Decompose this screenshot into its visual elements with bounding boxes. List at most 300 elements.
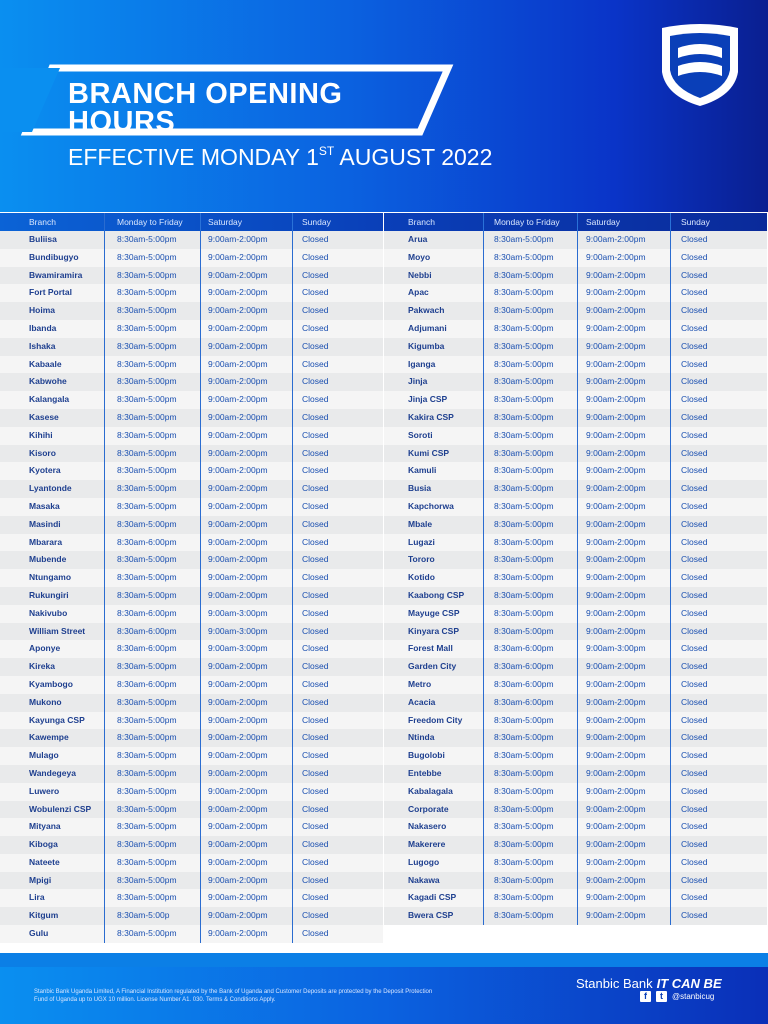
- saturday-hours: 9:00am-2:00pm: [578, 338, 671, 356]
- table-row: [0, 694, 383, 712]
- branch-name: Kiboga: [0, 836, 105, 854]
- weekday-hours: 8:30am-5:00pm: [105, 302, 201, 320]
- saturday-hours: 9:00am-2:00pm: [201, 480, 293, 498]
- sunday-hours: Closed: [302, 839, 329, 850]
- branch-name: Bugolobi: [384, 747, 484, 765]
- branch-name: Kasese: [0, 409, 105, 427]
- branch-name: Arua: [384, 231, 484, 249]
- weekday-hours: 8:30am-5:00pm: [484, 427, 578, 445]
- table-row: [384, 284, 767, 302]
- sunday-hours: Closed: [681, 678, 708, 689]
- branch-name: Hoima: [0, 302, 105, 320]
- col-header-saturday: Saturday: [578, 213, 671, 231]
- sunday-hours: Closed: [681, 732, 708, 743]
- saturday-hours: 9:00am-2:00pm: [201, 462, 293, 480]
- col-header-branch: Branch: [384, 213, 484, 231]
- saturday-hours: 9:00am-2:00pm: [201, 854, 293, 872]
- branch-name: Masaka: [0, 498, 105, 516]
- title-line-1: BRANCH OPENING: [68, 78, 343, 110]
- branch-name: Kyotera: [0, 462, 105, 480]
- table-header-left: [0, 213, 383, 231]
- sunday-hours: Closed: [302, 732, 329, 743]
- weekday-hours: 8:30am-5:00pm: [105, 658, 201, 676]
- sunday-hours: Closed: [302, 572, 329, 583]
- branch-name: Kinyara CSP: [384, 623, 484, 641]
- table-row: [384, 338, 767, 356]
- sunday-hours: Closed: [302, 500, 329, 511]
- branch-name: Nebbi: [384, 267, 484, 285]
- sunday-hours: Closed: [302, 821, 329, 832]
- table-row: [384, 231, 767, 249]
- saturday-hours: 9:00am-2:00pm: [578, 712, 671, 730]
- sunday-hours: Closed: [681, 251, 708, 262]
- branch-name: Mbale: [384, 516, 484, 534]
- weekday-hours: 8:30am-5:00pm: [105, 409, 201, 427]
- branch-name: William Street: [0, 623, 105, 641]
- branch-name: Kalangala: [0, 391, 105, 409]
- saturday-hours: 9:00am-2:00pm: [578, 445, 671, 463]
- saturday-hours: 9:00am-2:00pm: [578, 801, 671, 819]
- sunday-hours: Closed: [681, 536, 708, 547]
- sunday-hours: Closed: [681, 394, 708, 405]
- table-row: [0, 889, 383, 907]
- sunday-hours: Closed: [681, 750, 708, 761]
- table-row: [384, 801, 767, 819]
- sunday-hours: Closed: [302, 340, 329, 351]
- weekday-hours: 8:30am-5:00pm: [484, 356, 578, 374]
- table-row: [384, 462, 767, 480]
- weekday-hours: 8:30am-6:00pm: [105, 640, 201, 658]
- branch-name: Jinja CSP: [384, 391, 484, 409]
- branch-name: Garden City: [384, 658, 484, 676]
- sunday-hours: Closed: [681, 803, 708, 814]
- table-row: [384, 445, 767, 463]
- sunday-hours: Closed: [681, 910, 708, 921]
- sunday-hours: Closed: [681, 411, 708, 422]
- saturday-hours: 9:00am-2:00pm: [201, 712, 293, 730]
- sunday-hours: Closed: [681, 643, 708, 654]
- weekday-hours: 8:30am-5:00pm: [105, 498, 201, 516]
- weekday-hours: 8:30am-5:00pm: [484, 765, 578, 783]
- branch-name: Lira: [0, 889, 105, 907]
- table-row: [0, 480, 383, 498]
- sunday-hours: Closed: [681, 340, 708, 351]
- table-row: [0, 765, 383, 783]
- table-row: [384, 427, 767, 445]
- sunday-hours: Closed: [302, 607, 329, 618]
- brand-name: Stanbic Bank: [576, 976, 653, 991]
- table-row: [0, 267, 383, 285]
- weekday-hours: 8:30am-5:00pm: [484, 231, 578, 249]
- sunday-hours: Closed: [302, 661, 329, 672]
- sunday-hours: Closed: [302, 518, 329, 529]
- weekday-hours: 8:30am-5:00pm: [484, 712, 578, 730]
- hours-table: [0, 213, 768, 945]
- saturday-hours: 9:00am-2:00pm: [201, 907, 293, 925]
- table-row: [0, 445, 383, 463]
- branch-name: Bwamiramira: [0, 267, 105, 285]
- branch-name: Kapchorwa: [384, 498, 484, 516]
- sunday-hours: Closed: [302, 767, 329, 778]
- branch-name: Kitgum: [0, 907, 105, 925]
- weekday-hours: 8:30am-5:00pm: [105, 854, 201, 872]
- table-row: [384, 267, 767, 285]
- weekday-hours: 8:30am-5:00pm: [105, 587, 201, 605]
- saturday-hours: 9:00am-3:00pm: [201, 605, 293, 623]
- branch-name: Moyo: [384, 249, 484, 267]
- branch-name: Jinja: [384, 373, 484, 391]
- table-row: [384, 534, 767, 552]
- weekday-hours: 8:30am-5:00pm: [105, 836, 201, 854]
- weekday-hours: 8:30am-5:00pm: [105, 872, 201, 890]
- branch-name: Nakawa: [384, 872, 484, 890]
- table-row: [0, 854, 383, 872]
- saturday-hours: 9:00am-2:00pm: [201, 889, 293, 907]
- weekday-hours: 8:30am-5:00pm: [484, 284, 578, 302]
- sunday-hours: Closed: [302, 874, 329, 885]
- sunday-hours: Closed: [681, 554, 708, 565]
- table-row: [384, 480, 767, 498]
- saturday-hours: 9:00am-2:00pm: [578, 783, 671, 801]
- brand-tagline: IT CAN BE: [656, 976, 722, 991]
- table-row: [384, 498, 767, 516]
- branch-name: Kabalagala: [384, 783, 484, 801]
- table-row: [384, 373, 767, 391]
- weekday-hours: 8:30am-5:00pm: [484, 889, 578, 907]
- weekday-hours: 8:30am-5:00pm: [484, 907, 578, 925]
- branch-name: Kumi CSP: [384, 445, 484, 463]
- table-row: [0, 551, 383, 569]
- table-row: [0, 320, 383, 338]
- sunday-hours: Closed: [302, 892, 329, 903]
- weekday-hours: 8:30am-6:00pm: [484, 640, 578, 658]
- sunday-hours: Closed: [681, 429, 708, 440]
- saturday-hours: 9:00am-2:00pm: [578, 836, 671, 854]
- weekday-hours: 8:30am-5:00pm: [105, 729, 201, 747]
- weekday-hours: 8:30am-5:00pm: [484, 605, 578, 623]
- table-row: [384, 889, 767, 907]
- weekday-hours: 8:30am-5:00pm: [484, 462, 578, 480]
- branch-name: Wandegeya: [0, 765, 105, 783]
- saturday-hours: 9:00am-2:00pm: [578, 427, 671, 445]
- col-header-sunday: Sunday: [302, 217, 331, 227]
- table-row: [0, 409, 383, 427]
- branch-name: Ibanda: [0, 320, 105, 338]
- weekday-hours: 8:30am-5:00pm: [484, 569, 578, 587]
- sunday-hours: Closed: [681, 287, 708, 298]
- sunday-hours: Closed: [302, 269, 329, 280]
- branch-name: Freedom City: [384, 712, 484, 730]
- sunday-hours: Closed: [681, 305, 708, 316]
- branch-name: Rukungiri: [0, 587, 105, 605]
- weekday-hours: 8:30am-5:00pm: [484, 516, 578, 534]
- table-row: [0, 356, 383, 374]
- branch-name: Forest Mall: [384, 640, 484, 658]
- weekday-hours: 8:30am-6:00pm: [105, 605, 201, 623]
- weekday-hours: 8:30am-5:00pm: [105, 694, 201, 712]
- sunday-hours: Closed: [302, 625, 329, 636]
- weekday-hours: 8:30am-5:00pm: [105, 320, 201, 338]
- weekday-hours: 8:30am-5:00pm: [484, 729, 578, 747]
- saturday-hours: 9:00am-2:00pm: [201, 925, 293, 943]
- weekday-hours: 8:30am-5:00pm: [484, 801, 578, 819]
- table-row: [384, 587, 767, 605]
- branch-name: Kaabong CSP: [384, 587, 484, 605]
- branch-name: Kabwohe: [0, 373, 105, 391]
- branch-name: Kyambogo: [0, 676, 105, 694]
- branch-name: Fort Portal: [0, 284, 105, 302]
- weekday-hours: 8:30am-5:00pm: [484, 872, 578, 890]
- branch-name: Kihihi: [0, 427, 105, 445]
- footer-stripe: [0, 953, 768, 967]
- weekday-hours: 8:30am-5:00pm: [105, 925, 201, 943]
- saturday-hours: 9:00am-2:00pm: [578, 854, 671, 872]
- stanbic-logo-icon: [654, 22, 746, 108]
- saturday-hours: 9:00am-2:00pm: [578, 284, 671, 302]
- weekday-hours: 8:30am-5:00pm: [105, 747, 201, 765]
- weekday-hours: 8:30am-5:00pm: [105, 284, 201, 302]
- table-row: [0, 391, 383, 409]
- branch-name: Soroti: [384, 427, 484, 445]
- branch-name: Wobulenzi CSP: [0, 801, 105, 819]
- table-row: [384, 658, 767, 676]
- col-header-weekday: Monday to Friday: [484, 213, 578, 231]
- weekday-hours: 8:30am-6:00pm: [105, 623, 201, 641]
- branch-name: Mulago: [0, 747, 105, 765]
- branch-name: Pakwach: [384, 302, 484, 320]
- weekday-hours: 8:30am-5:00pm: [484, 249, 578, 267]
- page-title: [68, 80, 428, 136]
- saturday-hours: 9:00am-2:00pm: [578, 747, 671, 765]
- sunday-hours: Closed: [681, 785, 708, 796]
- table-row: [384, 676, 767, 694]
- saturday-hours: 9:00am-2:00pm: [578, 623, 671, 641]
- branch-name: Ishaka: [0, 338, 105, 356]
- saturday-hours: 9:00am-2:00pm: [201, 320, 293, 338]
- table-row: [384, 391, 767, 409]
- sunday-hours: Closed: [681, 447, 708, 458]
- saturday-hours: 9:00am-2:00pm: [201, 409, 293, 427]
- table-row: [384, 783, 767, 801]
- saturday-hours: 9:00am-2:00pm: [201, 587, 293, 605]
- sunday-hours: Closed: [302, 643, 329, 654]
- saturday-hours: 9:00am-2:00pm: [578, 694, 671, 712]
- branch-name: Lyantonde: [0, 480, 105, 498]
- saturday-hours: 9:00am-2:00pm: [578, 302, 671, 320]
- branch-name: Mpigi: [0, 872, 105, 890]
- table-row: [384, 729, 767, 747]
- branch-name: Bundibugyo: [0, 249, 105, 267]
- weekday-hours: 8:30am-5:00pm: [484, 498, 578, 516]
- branch-name: Kakira CSP: [384, 409, 484, 427]
- table-row: [0, 462, 383, 480]
- saturday-hours: 9:00am-2:00pm: [578, 320, 671, 338]
- sunday-hours: Closed: [302, 554, 329, 565]
- sunday-hours: Closed: [681, 892, 708, 903]
- table-row: [384, 818, 767, 836]
- branch-name: Kagadi CSP: [384, 889, 484, 907]
- weekday-hours: 8:30am-6:00pm: [105, 676, 201, 694]
- table-row: [0, 925, 383, 943]
- saturday-hours: 9:00am-2:00pm: [578, 587, 671, 605]
- weekday-hours: 8:30am-5:00pm: [484, 551, 578, 569]
- weekday-hours: 8:30am-5:00pm: [484, 818, 578, 836]
- saturday-hours: 9:00am-2:00pm: [578, 356, 671, 374]
- saturday-hours: 9:00am-2:00pm: [578, 249, 671, 267]
- sunday-hours: Closed: [302, 429, 329, 440]
- sunday-hours: Closed: [302, 803, 329, 814]
- saturday-hours: 9:00am-2:00pm: [201, 551, 293, 569]
- weekday-hours: 8:30am-5:00pm: [484, 480, 578, 498]
- weekday-hours: 8:30am-5:00pm: [105, 516, 201, 534]
- weekday-hours: 8:30am-5:00pm: [484, 854, 578, 872]
- branch-name: Aponye: [0, 640, 105, 658]
- legal-text: Stanbic Bank Uganda Limited, A Financial Institution regulated by the Bank of Uganda and Customer Deposits are protected by the Deposit Protection Fund of Uganda up to UGX 10 million. License Number A1. 030. Terms & Conditions Apply.: [34, 989, 433, 1003]
- branch-name: Mityana: [0, 818, 105, 836]
- table-row: [384, 712, 767, 730]
- saturday-hours: 9:00am-2:00pm: [201, 729, 293, 747]
- saturday-hours: 9:00am-2:00pm: [201, 498, 293, 516]
- sunday-hours: Closed: [302, 251, 329, 262]
- weekday-hours: 8:30am-5:00pm: [105, 462, 201, 480]
- sunday-hours: Closed: [681, 625, 708, 636]
- header-banner: [0, 0, 768, 212]
- weekday-hours: 8:30am-5:00pm: [484, 391, 578, 409]
- table-row: [384, 907, 767, 925]
- weekday-hours: 8:30am-5:00pm: [484, 302, 578, 320]
- sunday-hours: Closed: [681, 483, 708, 494]
- weekday-hours: 8:30am-5:00pm: [105, 712, 201, 730]
- saturday-hours: 9:00am-2:00pm: [201, 302, 293, 320]
- table-row: [0, 427, 383, 445]
- sunday-hours: Closed: [681, 376, 708, 387]
- sunday-hours: Closed: [681, 839, 708, 850]
- table-row: [384, 854, 767, 872]
- sunday-hours: Closed: [681, 572, 708, 583]
- table-row: [384, 249, 767, 267]
- saturday-hours: 9:00am-2:00pm: [578, 231, 671, 249]
- table-row: [384, 872, 767, 890]
- branch-name: Masindi: [0, 516, 105, 534]
- sunday-hours: Closed: [681, 465, 708, 476]
- branch-name: Kireka: [0, 658, 105, 676]
- table-row: [0, 801, 383, 819]
- saturday-hours: 9:00am-2:00pm: [201, 765, 293, 783]
- weekday-hours: 8:30am-5:00pm: [484, 267, 578, 285]
- saturday-hours: 9:00am-2:00pm: [201, 676, 293, 694]
- effective-date: [68, 144, 492, 171]
- sunday-hours: Closed: [302, 536, 329, 547]
- sunday-hours: Closed: [302, 714, 329, 725]
- table-row: [384, 836, 767, 854]
- sunday-hours: Closed: [681, 767, 708, 778]
- table-body-right: [384, 231, 767, 925]
- saturday-hours: 9:00am-3:00pm: [201, 640, 293, 658]
- table-row: [0, 231, 383, 249]
- branch-name: Metro: [384, 676, 484, 694]
- saturday-hours: 9:00am-2:00pm: [201, 872, 293, 890]
- saturday-hours: 9:00am-2:00pm: [201, 356, 293, 374]
- sunday-hours: Closed: [302, 394, 329, 405]
- saturday-hours: 9:00am-2:00pm: [578, 498, 671, 516]
- branch-name: Kisoro: [0, 445, 105, 463]
- sunday-hours: Closed: [302, 358, 329, 369]
- table-row: [0, 783, 383, 801]
- saturday-hours: 9:00am-2:00pm: [201, 569, 293, 587]
- table-row: [384, 409, 767, 427]
- col-header-sunday: Sunday: [681, 217, 710, 227]
- branch-name: Adjumani: [384, 320, 484, 338]
- saturday-hours: 9:00am-2:00pm: [578, 605, 671, 623]
- weekday-hours: 8:30am-5:00pm: [105, 356, 201, 374]
- col-header-saturday: Saturday: [201, 213, 293, 231]
- saturday-hours: 9:00am-2:00pm: [201, 373, 293, 391]
- table-body-left: [0, 231, 383, 943]
- branch-name: Tororo: [384, 551, 484, 569]
- saturday-hours: 9:00am-2:00pm: [578, 907, 671, 925]
- saturday-hours: 9:00am-2:00pm: [578, 480, 671, 498]
- table-row: [0, 623, 383, 641]
- weekday-hours: 8:30am-5:00p: [105, 907, 201, 925]
- saturday-hours: 9:00am-2:00pm: [201, 338, 293, 356]
- branch-name: Entebbe: [384, 765, 484, 783]
- table-row: [0, 498, 383, 516]
- sunday-hours: Closed: [681, 714, 708, 725]
- saturday-hours: 9:00am-3:00pm: [578, 640, 671, 658]
- weekday-hours: 8:30am-5:00pm: [105, 783, 201, 801]
- sunday-hours: Closed: [681, 322, 708, 333]
- branch-name: Kayunga CSP: [0, 712, 105, 730]
- table-row: [0, 516, 383, 534]
- table-row: [384, 605, 767, 623]
- weekday-hours: 8:30am-5:00pm: [484, 783, 578, 801]
- saturday-hours: 9:00am-2:00pm: [201, 427, 293, 445]
- facebook-icon[interactable]: f: [640, 991, 651, 1002]
- table-row: [0, 284, 383, 302]
- saturday-hours: 9:00am-2:00pm: [578, 658, 671, 676]
- saturday-hours: 9:00am-2:00pm: [201, 231, 293, 249]
- sunday-hours: Closed: [302, 483, 329, 494]
- branch-name: Ntungamo: [0, 569, 105, 587]
- saturday-hours: 9:00am-2:00pm: [201, 658, 293, 676]
- saturday-hours: 9:00am-2:00pm: [578, 569, 671, 587]
- weekday-hours: 8:30am-5:00pm: [105, 818, 201, 836]
- weekday-hours: 8:30am-5:00pm: [105, 373, 201, 391]
- sunday-hours: Closed: [302, 696, 329, 707]
- saturday-hours: 9:00am-2:00pm: [578, 516, 671, 534]
- weekday-hours: 8:30am-5:00pm: [105, 765, 201, 783]
- table-row: [0, 729, 383, 747]
- sunday-hours: Closed: [302, 589, 329, 600]
- table-row: [0, 640, 383, 658]
- weekday-hours: 8:30am-5:00pm: [105, 569, 201, 587]
- social-links: [640, 991, 714, 1002]
- sunday-hours: Closed: [302, 287, 329, 298]
- twitter-icon[interactable]: t: [656, 991, 667, 1002]
- sunday-hours: Closed: [302, 234, 329, 244]
- weekday-hours: 8:30am-5:00pm: [484, 534, 578, 552]
- branch-name: Acacia: [384, 694, 484, 712]
- weekday-hours: 8:30am-5:00pm: [105, 267, 201, 285]
- saturday-hours: 9:00am-2:00pm: [201, 249, 293, 267]
- weekday-hours: 8:30am-5:00pm: [105, 551, 201, 569]
- table-row: [384, 623, 767, 641]
- saturday-hours: 9:00am-2:00pm: [201, 783, 293, 801]
- saturday-hours: 9:00am-2:00pm: [578, 462, 671, 480]
- table-row: [384, 765, 767, 783]
- sunday-hours: Closed: [681, 518, 708, 529]
- sunday-hours: Closed: [681, 358, 708, 369]
